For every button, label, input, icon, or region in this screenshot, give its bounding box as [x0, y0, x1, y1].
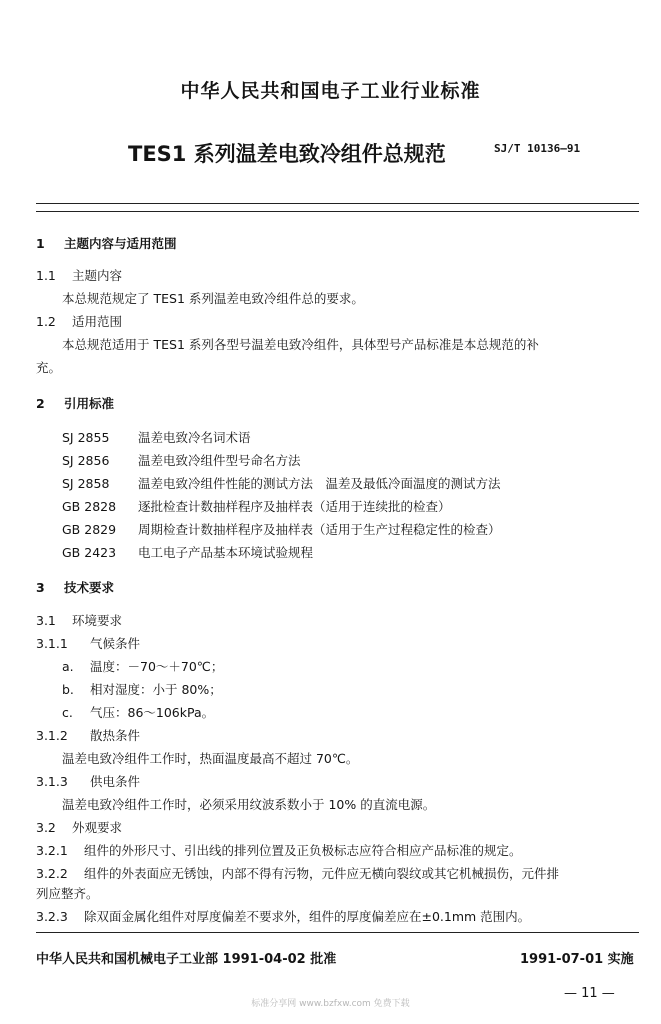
clause-3-1-3-heading	[36, 774, 140, 790]
reference-item	[62, 453, 301, 469]
watermark-text: 标准分享网 www.bzfxw.com 免费下载	[251, 999, 410, 1009]
clause-number: 1.1	[36, 268, 56, 283]
section-2-heading	[36, 396, 114, 412]
clause-3-2-1	[36, 843, 522, 859]
clause-3-1-heading	[36, 613, 122, 629]
clause-3-2-3	[36, 909, 530, 925]
clause-3-2-2-continued: 列应整齐。	[36, 886, 99, 901]
reference-item	[62, 476, 501, 492]
clause-3-1-3-text: 温差电致冷组件工作时，必须采用纹波系数小于 10% 的直流电源。	[62, 797, 436, 812]
climate-item	[62, 705, 214, 721]
section-title: 主题内容与适用范围	[64, 236, 177, 251]
clause-title: 适用范围	[72, 314, 123, 329]
reference-code: GB 2828	[62, 499, 117, 514]
reference-title: 周期检查计数抽样程序及抽样表（适用于生产过程稳定性的检查）	[138, 522, 501, 537]
standard-code: SJ/T 10136—91	[494, 142, 581, 155]
clause-number: 3.1.2	[36, 728, 68, 743]
clause-1-1-heading	[36, 268, 122, 284]
clause-1-1-text: 本总规范规定了 TES1 系列温差电致冷组件总的要求。	[62, 291, 364, 306]
clause-number: 3.2	[36, 820, 56, 835]
clause-title: 供电条件	[90, 774, 141, 789]
clause-number: 3.2.1	[36, 843, 68, 858]
clause-3-1-1-heading	[36, 636, 140, 652]
reference-item	[62, 545, 313, 561]
clause-1-2-heading	[36, 314, 122, 330]
clause-1-2-text-line-2: 充。	[36, 360, 62, 375]
section-title: 技术要求	[64, 580, 115, 595]
clause-title: 主题内容	[72, 268, 123, 283]
reference-code: GB 2829	[62, 522, 117, 537]
clause-3-2-heading	[36, 820, 122, 836]
section-3-heading	[36, 580, 114, 596]
clause-title: 外观要求	[72, 820, 123, 835]
clause-number: 1.2	[36, 314, 56, 329]
clause-title: 散热条件	[90, 728, 141, 743]
reference-title: 温差电致冷名词术语	[138, 430, 251, 445]
section-1-heading	[36, 236, 177, 252]
document-title: TES1 系列温差电致冷组件总规范	[128, 142, 446, 166]
item-text: 相对湿度：小于 80%；	[90, 682, 222, 697]
issuing-authority-title: 中华人民共和国电子工业行业标准	[180, 80, 481, 102]
clause-3-1-2-text: 温差电致冷组件工作时，热面温度最高不超过 70℃。	[62, 751, 359, 766]
item-label: b.	[62, 682, 74, 697]
reference-code: SJ 2855	[62, 430, 110, 445]
clause-number: 3.1.3	[36, 774, 68, 789]
section-number: 2	[36, 396, 45, 411]
effective-date: 1991-07-01 实施	[520, 952, 634, 967]
clause-number: 3.1.1	[36, 636, 68, 651]
clause-3-1-2-heading	[36, 728, 140, 744]
reference-code: SJ 2858	[62, 476, 110, 491]
item-label: a.	[62, 659, 74, 674]
reference-item	[62, 430, 251, 446]
reference-title: 电工电子产品基本环境试验规程	[138, 545, 314, 560]
climate-item	[62, 659, 223, 675]
clause-title: 环境要求	[72, 613, 123, 628]
section-number: 1	[36, 236, 45, 251]
clause-text: 组件的外形尺寸、引出线的排列位置及正负极标志应符合相应产品标准的规定。	[84, 843, 522, 858]
reference-code: GB 2423	[62, 545, 117, 560]
section-number: 3	[36, 580, 45, 595]
climate-item	[62, 682, 222, 698]
item-label: c.	[62, 705, 73, 720]
reference-item	[62, 522, 501, 538]
reference-title: 温差电致冷组件型号命名方法	[138, 453, 301, 468]
page-number: — 11 —	[564, 986, 615, 1001]
reference-title: 逐批检查计数抽样程序及抽样表（适用于连续批的检查）	[138, 499, 451, 514]
clause-number: 3.2.2	[36, 866, 68, 881]
item-text: 温度：－70～＋70℃；	[90, 659, 224, 674]
clause-text: 除双面金属化组件对厚度偏差不要求外，组件的厚度偏差应在±0.1mm 范围内。	[84, 909, 531, 924]
header-divider-bottom	[36, 211, 639, 212]
item-text: 气压：86～106kPa。	[90, 705, 215, 720]
clause-title: 气候条件	[90, 636, 141, 651]
clause-number: 3.2.3	[36, 909, 68, 924]
footer-divider	[36, 932, 639, 933]
clause-number: 3.1	[36, 613, 56, 628]
clause-3-2-2	[36, 866, 559, 882]
reference-item	[62, 499, 451, 515]
reference-title: 温差电致冷组件性能的测试方法 温差及最低冷面温度的测试方法	[138, 476, 501, 491]
reference-code: SJ 2856	[62, 453, 110, 468]
clause-1-2-text-line-1: 本总规范适用于 TES1 系列各型号温差电致冷组件，具体型号产品标准是本总规范的补	[62, 337, 539, 352]
header-divider-top	[36, 203, 639, 204]
section-title: 引用标准	[64, 396, 115, 411]
approval-statement: 中华人民共和国机械电子工业部 1991-04-02 批准	[36, 952, 337, 967]
clause-text: 组件的外表面应无锈蚀，内部不得有污物，元件应无横向裂纹或其它机械损伤，元件排	[84, 866, 560, 881]
